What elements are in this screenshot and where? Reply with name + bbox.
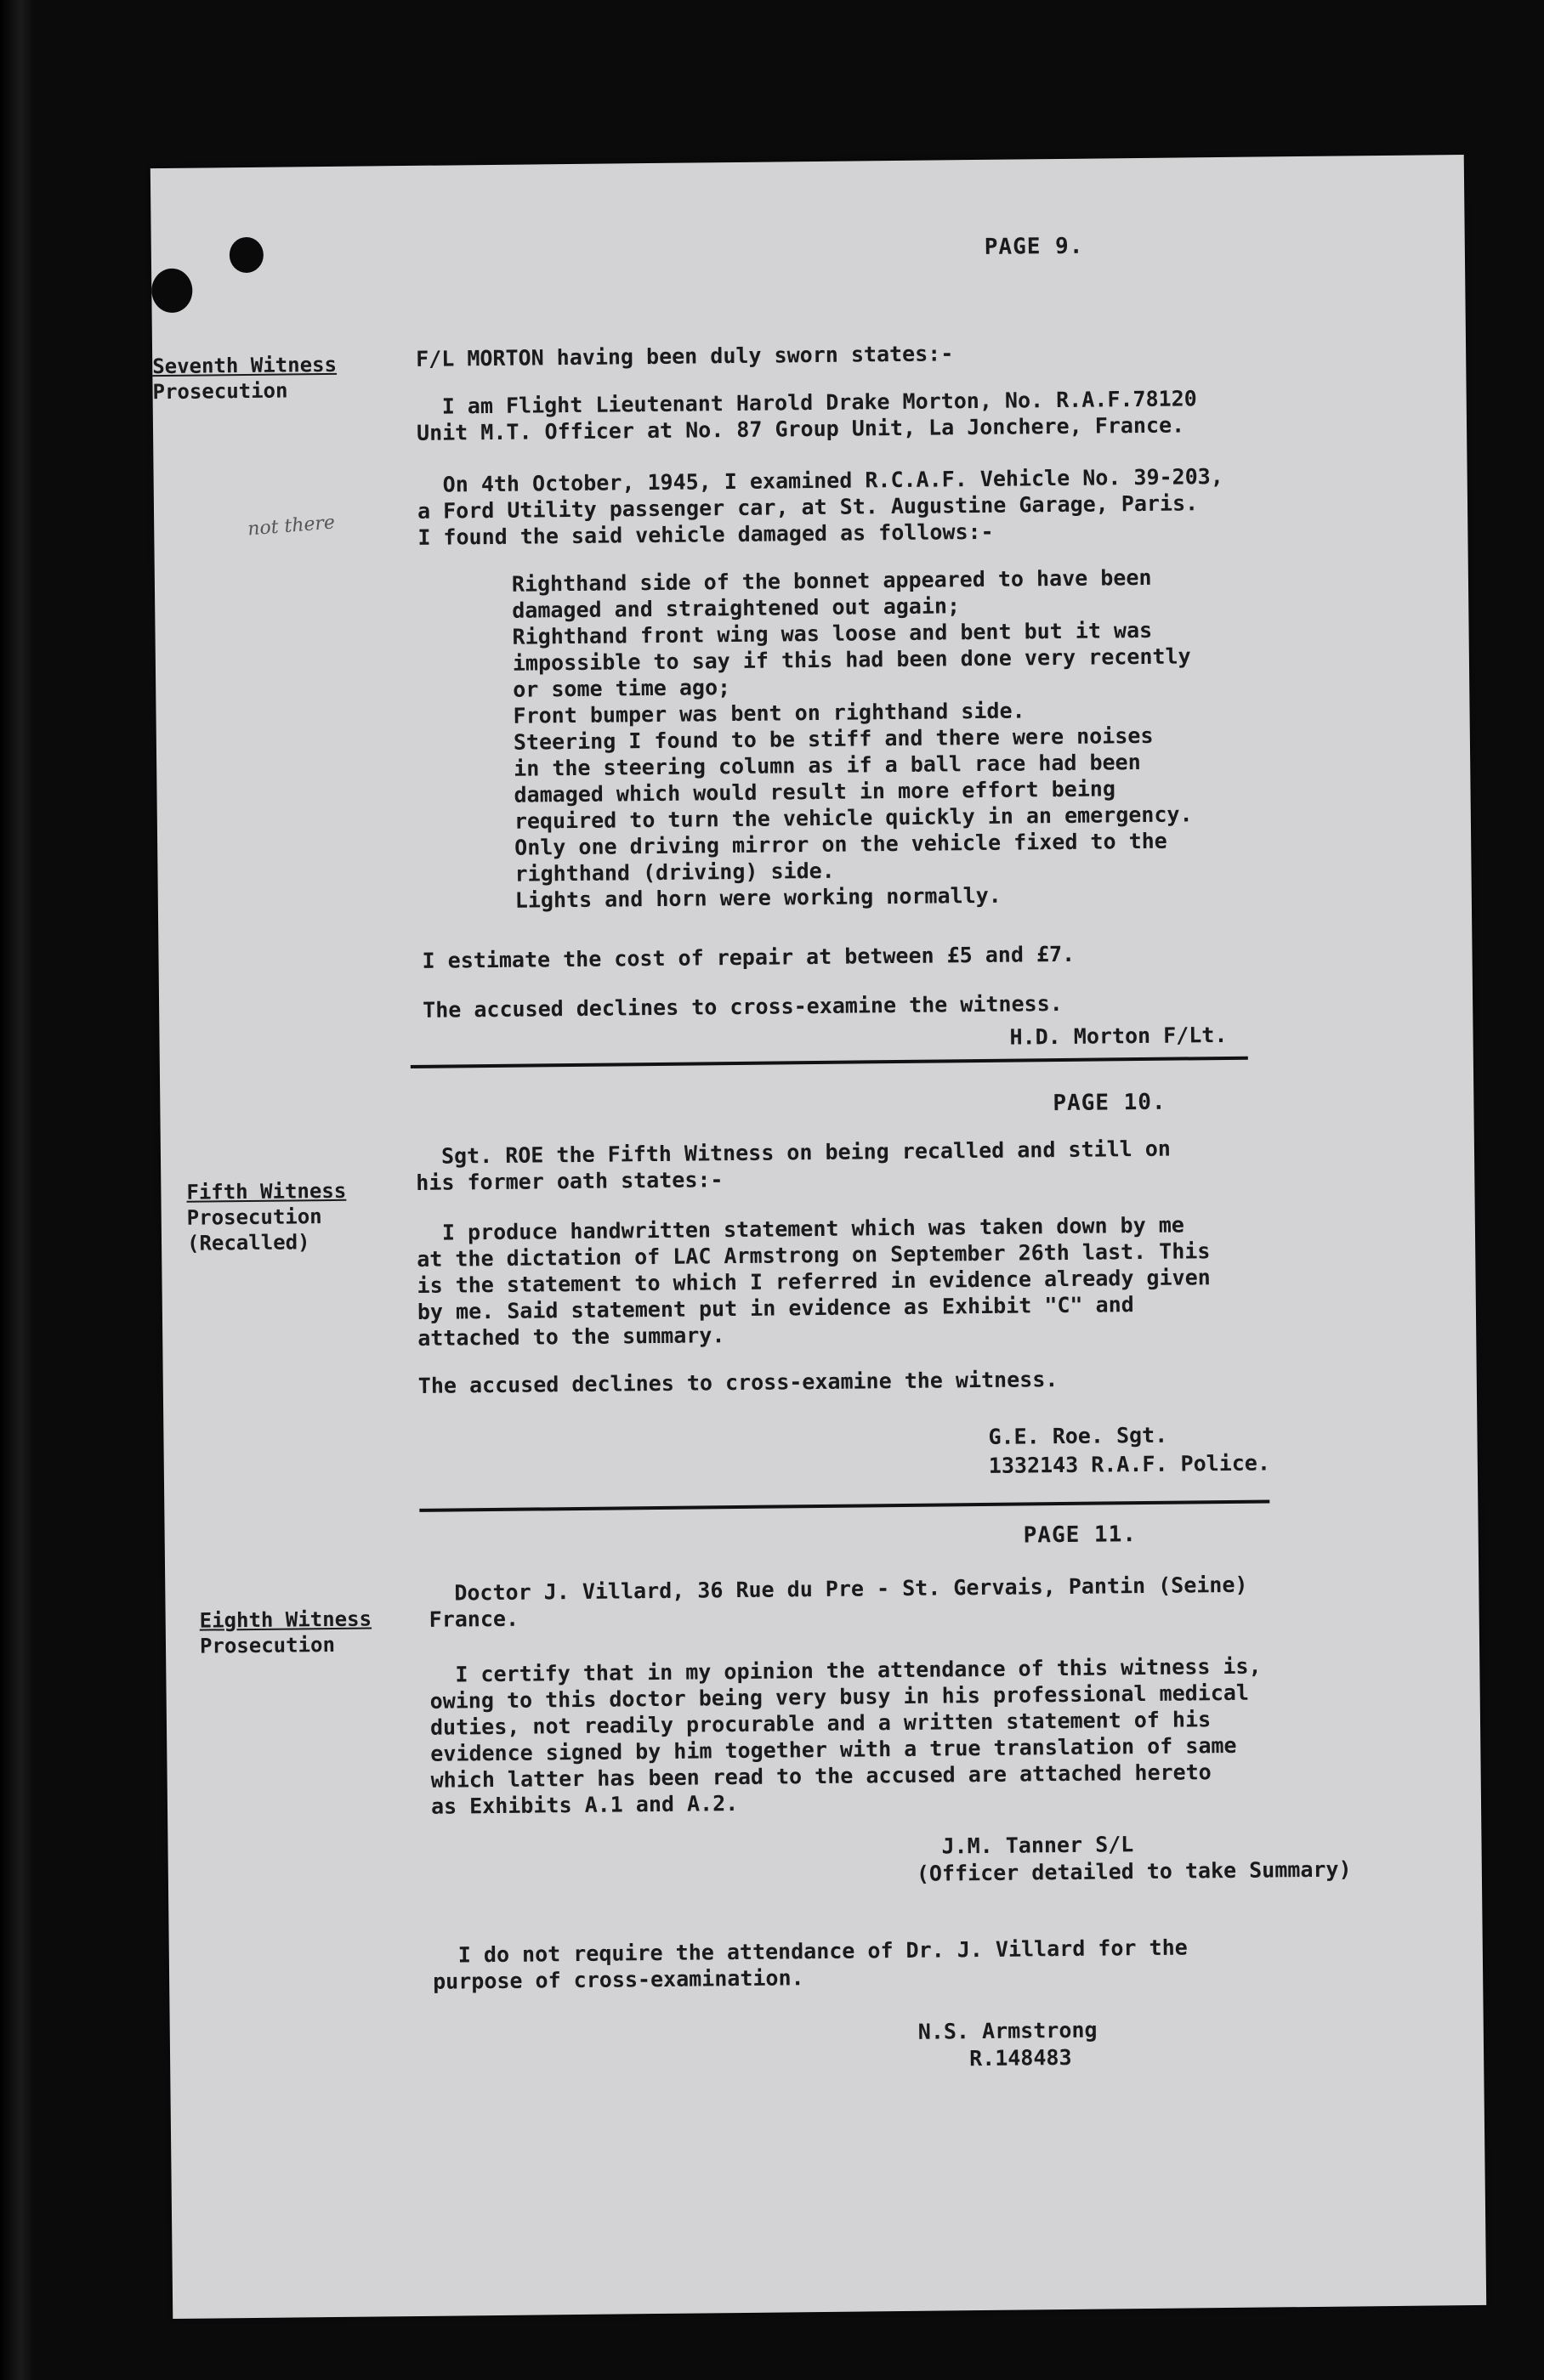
section-divider-2 — [419, 1499, 1269, 1511]
damage-line: damaged and straightened out again; — [512, 593, 961, 623]
damage-line: Only one driving mirror on the vehicle fixed to the — [514, 828, 1167, 860]
declines-cross-exam-2: The accused declines to cross-examine the witness. — [417, 1367, 1059, 1398]
damage-line: Lights and horn were working normally. — [514, 882, 1002, 913]
morton-heading: F/L MORTON having been duly sworn states:- — [416, 341, 954, 371]
armstrong-signature — [918, 2017, 1098, 2073]
morton-examination — [417, 463, 1224, 551]
page-number-11: PAGE 11. — [1023, 1522, 1138, 1549]
text-line: I produce handwritten statement which was taken down by me — [441, 1212, 1185, 1245]
sig-line: 1332143 R.A.F. Police. — [988, 1450, 1271, 1478]
villard-heading — [429, 1572, 1248, 1633]
text-line: is the statement to which I referred in evidence already given — [417, 1265, 1211, 1298]
handwritten-margin-note: not there — [247, 512, 336, 541]
text-line: which latter has been read to the accused are attached hereto — [430, 1760, 1212, 1793]
damage-line: Front bumper was bent on righthand side. — [513, 698, 1025, 728]
sig-line: N.S. Armstrong — [917, 2017, 1098, 2044]
damage-line: Righthand front wing was loose and bent but it was — [512, 617, 1153, 649]
roe-statement — [417, 1211, 1212, 1352]
page-number-9: PAGE 9. — [984, 233, 1084, 260]
label-title: Fifth Witness — [186, 1178, 347, 1204]
label-note: (Recalled) — [186, 1230, 310, 1255]
roe-signature — [988, 1420, 1270, 1480]
morton-signature: H.D. Morton F/Lt. — [1009, 1022, 1228, 1050]
damage-list — [512, 564, 1194, 913]
damage-line: damaged which would result in more effort being — [514, 776, 1116, 808]
text-line: Doctor J. Villard, 36 Rue du Pre - St. Gervais, Pantin (Seine) — [454, 1572, 1248, 1606]
text-line: I found the said vehicle damaged as follows:- — [417, 518, 994, 550]
text-line: Sgt. ROE the Fifth Witness on being recalled and still on — [440, 1136, 1172, 1169]
sig-line: R.148483 — [968, 2044, 1072, 2071]
damage-line: required to turn the vehicle quickly in an emergency. — [514, 802, 1193, 834]
text-line: duties, not readily procurable and a written statement of his — [429, 1707, 1212, 1740]
damage-line: or some time ago; — [513, 675, 731, 702]
sig-line: G.E. Roe. Sgt. — [988, 1422, 1168, 1449]
punch-hole-right — [230, 237, 264, 273]
label-title: Eighth Witness — [199, 1606, 372, 1633]
sig-line: J.M. Tanner S/L — [941, 1832, 1134, 1859]
text-line: purpose of cross-examination. — [432, 1965, 804, 1994]
text-line: I certify that in my opinion the attendance of this witness is, — [455, 1653, 1262, 1687]
text-line: his former oath states:- — [416, 1167, 724, 1195]
sig-line: (Officer detailed to take Summary) — [916, 1856, 1352, 1886]
text-line: On 4th October, 1945, I examined R.C.A.F. Vehicle No. 39-203, — [442, 463, 1223, 497]
document-page — [150, 155, 1486, 2319]
seventh-witness-label — [152, 352, 337, 405]
text-line: a Ford Utility passenger car, at St. Augustine Garage, Paris. — [417, 490, 1199, 524]
text-line: evidence signed by him together with a true translation of same — [430, 1732, 1237, 1766]
label-title: Seventh Witness — [152, 352, 338, 379]
text-line: owing to this doctor being very busy in his professional medical — [429, 1680, 1250, 1714]
damage-line: Righthand side of the bonnet appeared to have been — [511, 564, 1152, 597]
text-line: attached to the summary. — [417, 1323, 725, 1351]
text-line: I am Flight Lieutenant Harold Drake Morton, No. R.A.F.78120 — [441, 386, 1197, 419]
label-subtitle: Prosecution — [199, 1632, 336, 1658]
eighth-witness-label — [200, 1606, 372, 1659]
damage-line: impossible to say if this had been done very recently — [512, 643, 1191, 676]
certification-paragraph — [429, 1653, 1263, 1820]
tanner-signature — [916, 1828, 1351, 1887]
fifth-witness-label — [186, 1178, 347, 1256]
section-divider-1 — [411, 1057, 1248, 1068]
morton-identity — [417, 385, 1198, 446]
label-subtitle: Prosecution — [152, 378, 288, 405]
repair-estimate: I estimate the cost of repair at between £5 and £7. — [422, 941, 1076, 973]
scan-edge — [0, 0, 34, 2380]
text-line: by me. Said statement put in evidence as Exhibit "C" and — [417, 1292, 1134, 1324]
text-line: France. — [429, 1606, 519, 1632]
damage-line: in the steering column as if a ball race had been — [514, 749, 1141, 781]
declines-cross-exam-1: The accused declines to cross-examine the witness. — [423, 990, 1063, 1023]
damage-line: righthand (driving) side. — [514, 858, 835, 887]
page-number-10: PAGE 10. — [1053, 1089, 1167, 1117]
text-line: at the dictation of LAC Armstrong on September 26th last. This — [417, 1238, 1211, 1272]
armstrong-declaration — [433, 1934, 1189, 1994]
text-line: Unit M.T. Officer at No. 87 Group Unit, La Jonchere, France. — [416, 412, 1185, 445]
text-line: as Exhibits A.1 and A.2. — [430, 1791, 739, 1819]
text-line: I do not require the attendance of Dr. J. Villard for the — [457, 1935, 1188, 1968]
label-subtitle: Prosecution — [186, 1204, 322, 1230]
roe-heading — [416, 1136, 1172, 1196]
punch-hole-left — [151, 269, 193, 313]
damage-line: Steering I found to be stiff and there were noises — [513, 722, 1154, 755]
